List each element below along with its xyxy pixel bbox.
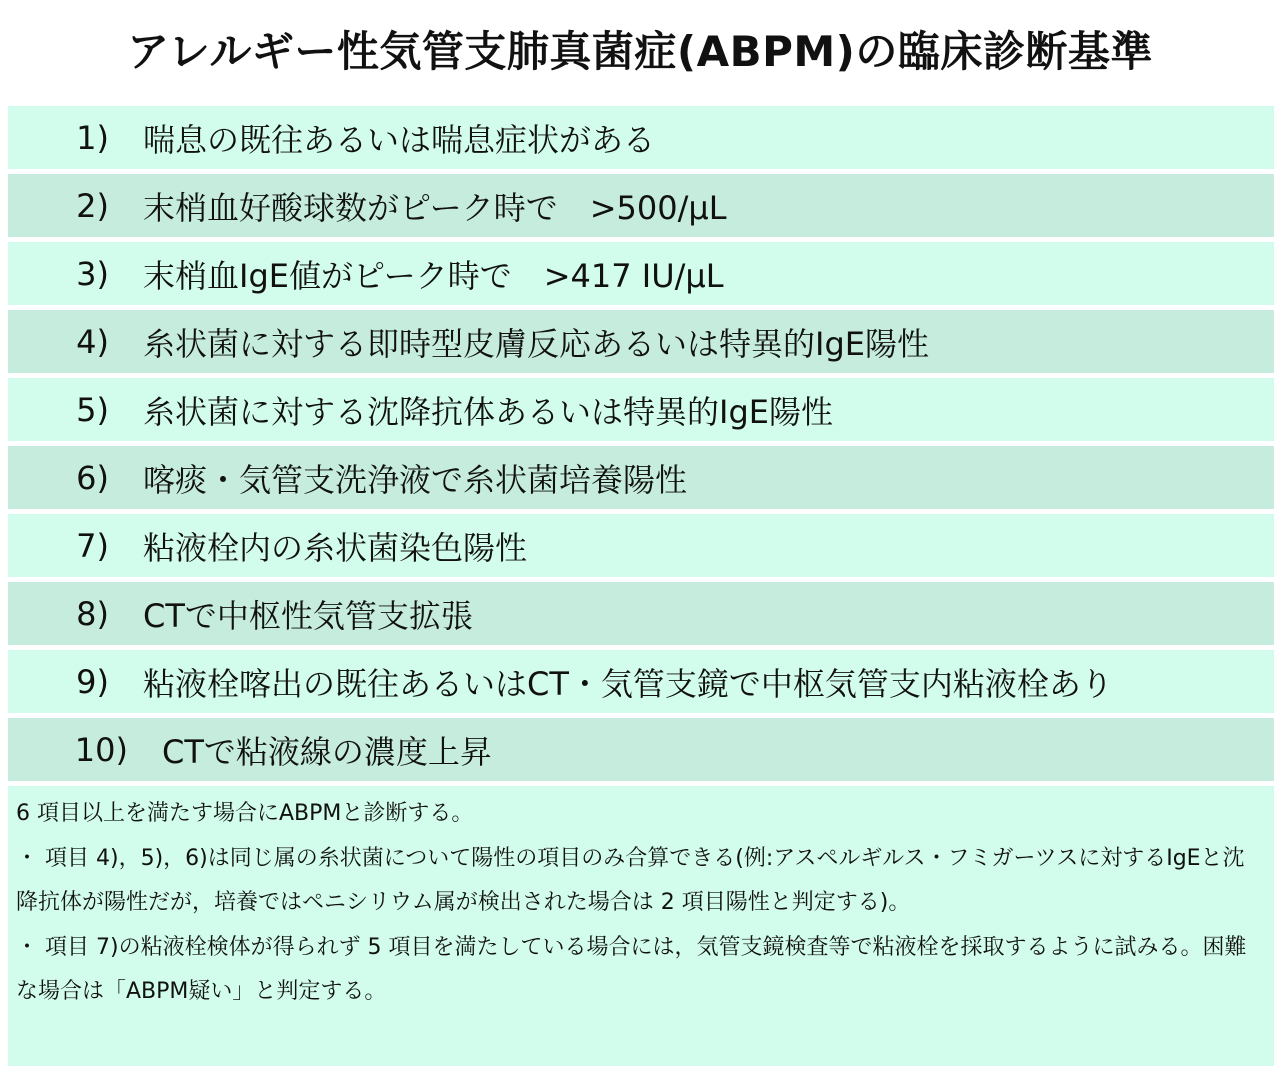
page-title: アレルギー性気管支肺真菌症(ABPM)の臨床診断基準 bbox=[127, 27, 1153, 76]
criterion-number: 4) bbox=[76, 322, 109, 361]
criterion-row bbox=[8, 106, 1274, 169]
criterion-number: 5) bbox=[76, 390, 109, 429]
criterion-number: 9) bbox=[76, 662, 109, 701]
criterion-row bbox=[8, 446, 1274, 509]
criteria-list bbox=[8, 106, 1274, 786]
criterion-text: 喀痰・気管支洗浄液で糸状菌培養陽性 bbox=[143, 460, 688, 499]
criterion-text: 糸状菌に対する即時型皮膚反応あるいは特異的IgE陽性 bbox=[143, 324, 929, 363]
criterion-text: CTで中枢性気管支拡張 bbox=[143, 596, 473, 635]
criterion-number: 10) bbox=[74, 730, 128, 769]
criterion-text: 粘液栓喀出の既往あるいはCT・気管支鏡で中枢気管支内粘液栓あり bbox=[143, 664, 1113, 703]
criterion-number: 1) bbox=[76, 118, 109, 157]
criterion-row bbox=[8, 650, 1274, 713]
criterion-number: 7) bbox=[76, 526, 109, 565]
criterion-number: 2) bbox=[76, 186, 109, 225]
criterion-row bbox=[8, 242, 1274, 305]
criterion-row bbox=[8, 718, 1274, 781]
note-item: ・ 項目 7)の粘液栓検体が得られず 5 項目を満たしている場合には，気管支鏡検査等で粘液栓を採取するように試みる。困難な場合は「ABPM疑い」と判定する。 bbox=[16, 934, 1247, 1004]
criterion-text: 喘息の既往あるいは喘息症状がある bbox=[143, 120, 656, 159]
criterion-row bbox=[8, 582, 1274, 645]
criterion-number: 3) bbox=[76, 254, 109, 293]
criterion-row bbox=[8, 378, 1274, 441]
criterion-text: 末梢血IgE値がピーク時で >417 IU/μL bbox=[143, 256, 724, 295]
notes-box bbox=[8, 786, 1274, 1066]
note-item: ・ 項目 4)，5)，6)は同じ属の糸状菌について陽性の項目のみ合算できる(例:アスペルギルス・フミガーツスに対するIgEと沈降抗体が陽性だが，培養ではペニシリウム属が検出された場合は 2 項目陽性と判定する)。 bbox=[16, 845, 1245, 915]
criterion-text: 糸状菌に対する沈降抗体あるいは特異的IgE陽性 bbox=[143, 392, 833, 431]
criterion-number: 8) bbox=[76, 594, 109, 633]
criterion-text: 粘液栓内の糸状菌染色陽性 bbox=[143, 528, 528, 567]
criterion-text: 末梢血好酸球数がピーク時で >500/μL bbox=[143, 188, 727, 227]
criterion-number: 6) bbox=[76, 458, 109, 497]
diagnosis-summary: 6 項目以上を満たす場合にABPMと診断する。 bbox=[16, 801, 474, 826]
criterion-row bbox=[8, 310, 1274, 373]
criterion-row bbox=[8, 174, 1274, 237]
criterion-row bbox=[8, 514, 1274, 577]
criterion-text: CTで粘液線の濃度上昇 bbox=[162, 732, 492, 771]
